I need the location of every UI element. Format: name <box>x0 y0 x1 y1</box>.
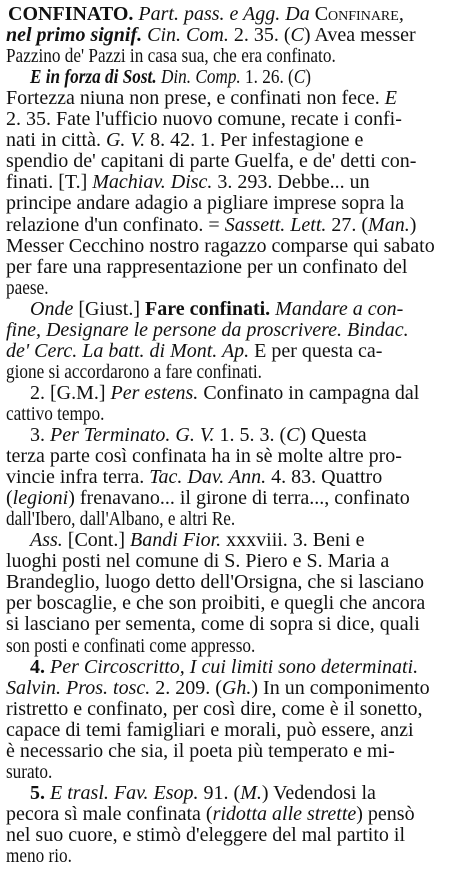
text-run: terza parte così confinata ha in sè molte altre pro- <box>6 445 402 468</box>
text-run: 2. 35. ( <box>233 24 291 47</box>
text-run: surato. <box>5 760 53 783</box>
text-run: 1. 26. ( <box>245 66 294 89</box>
text-run: xxxviii. 3. Beni e <box>221 529 365 552</box>
text-run: Fare confinati. <box>145 297 271 320</box>
text-line <box>0 319 470 342</box>
text-run: Brandeglio, luogo detto dell'Orsigna, che si lasciano <box>6 571 424 594</box>
text-run: nati in città. <box>6 129 106 152</box>
text-line <box>0 677 470 700</box>
text-run: paese. <box>5 276 49 299</box>
text-run: vincie infra terra. <box>6 466 150 489</box>
text-run: 8. 42. 1. Per infestagione e <box>145 129 364 152</box>
text-line <box>0 424 470 447</box>
text-run: ( <box>6 487 13 510</box>
text-line <box>0 740 470 763</box>
text-run: cattivo tempo. <box>5 402 105 425</box>
text-run: Per Circoscritto, I cui limiti sono determinati. <box>50 655 419 678</box>
text-run: G. V. <box>105 129 146 152</box>
text-line <box>0 803 470 826</box>
text-line <box>0 361 470 384</box>
text-run: Per Terminato. G. V. <box>50 424 215 446</box>
text-run: si lasciano per sementa, come di sopra si dice, quali <box>6 613 420 636</box>
text-line <box>0 592 470 615</box>
text-run: nel primo signif. <box>6 24 143 47</box>
text-line <box>0 192 470 215</box>
text-run: Din. Comp. <box>156 66 246 89</box>
text-line <box>0 550 470 573</box>
text-run: CONFINATO. <box>8 3 139 25</box>
text-run: Man. <box>368 213 410 236</box>
text-run: ) Avea messer <box>303 24 416 47</box>
text-run: Cin. Com. <box>142 24 234 47</box>
text-run: ristretto e confinato, per così dire, come è il sonetto, <box>6 697 423 720</box>
text-line <box>0 508 470 531</box>
text-run: Ass. <box>30 529 63 552</box>
text-run: 4. 83. Quattro <box>266 466 383 489</box>
text-run: relazione d'un confinato. = <box>6 213 225 236</box>
text-line <box>0 445 470 468</box>
text-run: Messer Cecchino nostro ragazzo comparse qui sabato <box>6 234 435 257</box>
text-line <box>0 45 470 68</box>
text-run: finati. [T.] <box>6 171 93 194</box>
text-line <box>0 150 470 173</box>
text-run: nel suo cuore, e stimò d'eleggere del mal partito il <box>6 823 406 846</box>
text-line <box>0 487 470 510</box>
text-run: Salvin. Pros. tosc. <box>6 676 151 699</box>
text-line <box>0 214 470 237</box>
text-run: 4. <box>30 655 50 678</box>
text-run: ) Vedendosi la <box>261 781 376 804</box>
text-run: pecora sì male confinata ( <box>6 802 213 825</box>
text-run: capace di temi famigliari e morali, può essere, anzi <box>6 718 414 741</box>
text-run: E trasl. Fav. Esop. <box>50 781 199 804</box>
text-run: è necessario che sia, il poeta più temperato e mi- <box>6 739 395 762</box>
text-line <box>0 635 470 658</box>
text-line <box>0 256 470 279</box>
text-line <box>0 66 470 89</box>
text-line <box>0 719 470 742</box>
text-run: [Giust.] <box>73 297 145 320</box>
text-run: 2. 209. ( <box>150 676 222 699</box>
text-run: E per questa ca- <box>249 339 383 362</box>
text-run: fine, Designare le persone da proscrivere. Bindac. <box>6 318 409 341</box>
text-run: Part. pass. e Agg. Da <box>138 3 315 25</box>
text-run: M. <box>240 781 262 804</box>
text-run: 27. ( <box>326 213 369 236</box>
text-run: Confinare <box>314 3 399 25</box>
text-run: per boscaglie, e che son proibiti, e quegli che ancora <box>6 592 426 615</box>
text-run: 91. ( <box>198 781 241 804</box>
text-run: E <box>384 87 397 110</box>
text-line <box>0 403 470 426</box>
text-line <box>0 3 470 26</box>
text-run: Onde <box>30 297 74 320</box>
text-run: Per estens. <box>110 381 199 404</box>
text-run: de' Cerc. La batt. di Mont. Ap. <box>6 339 250 362</box>
text-line <box>0 656 470 679</box>
text-run: spendio de' capitani di parte Guelfa, e de' detti con- <box>6 150 417 173</box>
text-line <box>0 382 470 405</box>
text-run: Sassett. Lett. <box>224 213 327 236</box>
text-line <box>0 87 470 110</box>
text-run: ) Questa <box>299 424 367 446</box>
text-run: [Cont.] <box>62 529 131 552</box>
text-run: 1. 5. 3. ( <box>214 424 287 446</box>
text-line <box>0 782 470 805</box>
text-line <box>0 613 470 636</box>
text-run: E in forza di Sost. <box>29 66 157 89</box>
text-run: son posti e confinati come appresso. <box>5 634 256 657</box>
text-line <box>0 108 470 131</box>
text-line <box>0 824 470 847</box>
text-run: C <box>290 24 304 47</box>
text-line <box>0 761 470 784</box>
text-line <box>0 340 470 363</box>
text-run: 5. <box>30 781 50 804</box>
text-run: Pazzino de' Pazzi in casa sua, che era confinato. <box>5 45 336 68</box>
text-run: Bandi Fior. <box>130 529 222 552</box>
text-run: 3. 293. Debbe... un <box>212 171 370 194</box>
text-run: Fortezza niuna non prese, e confinati non fece. <box>6 87 385 110</box>
text-run: ridotta alle strette <box>212 802 357 825</box>
text-run: , <box>398 3 404 25</box>
text-run: Tac. Dav. Ann. <box>149 466 267 489</box>
text-run: 3. <box>30 424 50 446</box>
text-line <box>0 277 470 300</box>
text-run: meno rio. <box>5 845 72 867</box>
text-run: Mandare a con- <box>270 297 404 320</box>
text-run: principe andare adagio a pigliare imprese sopra la <box>6 192 405 215</box>
text-line <box>0 298 470 321</box>
text-run: luoghi posti nel comune di S. Piero e S. Maria a <box>6 550 390 573</box>
text-line <box>0 845 470 868</box>
text-line <box>0 698 470 721</box>
text-run: Confinato in campagna dal <box>198 381 420 404</box>
text-run: C <box>293 66 306 89</box>
text-line <box>0 571 470 594</box>
text-run: ) <box>409 213 417 236</box>
text-run: Machiav. Disc. <box>92 171 213 194</box>
text-run: ) frenavano... il girone di terra..., confinato <box>68 487 410 510</box>
text-line <box>0 24 470 47</box>
text-run: ) <box>305 66 311 89</box>
text-run: ) pensò <box>356 802 415 825</box>
text-run: Gh. <box>221 676 252 699</box>
text-line <box>0 235 470 258</box>
text-line <box>0 129 470 152</box>
text-run: ) In un componimento <box>251 676 430 699</box>
text-run: legioni <box>12 487 69 510</box>
text-line <box>0 529 470 552</box>
text-line <box>0 466 470 489</box>
text-run: 2. 35. Fate l'ufficio nuovo comune, recate i confi- <box>6 108 402 131</box>
text-run: 2. [G.M.] <box>30 381 111 404</box>
text-run: dall'Ibero, dall'Albano, e altri Re. <box>5 508 236 531</box>
text-line <box>0 171 470 194</box>
text-run: gione si accordarono a fare confinati. <box>5 360 262 383</box>
text-run: C <box>286 424 300 446</box>
text-run: per fare una rappresentazione per un confinato del <box>6 255 408 278</box>
